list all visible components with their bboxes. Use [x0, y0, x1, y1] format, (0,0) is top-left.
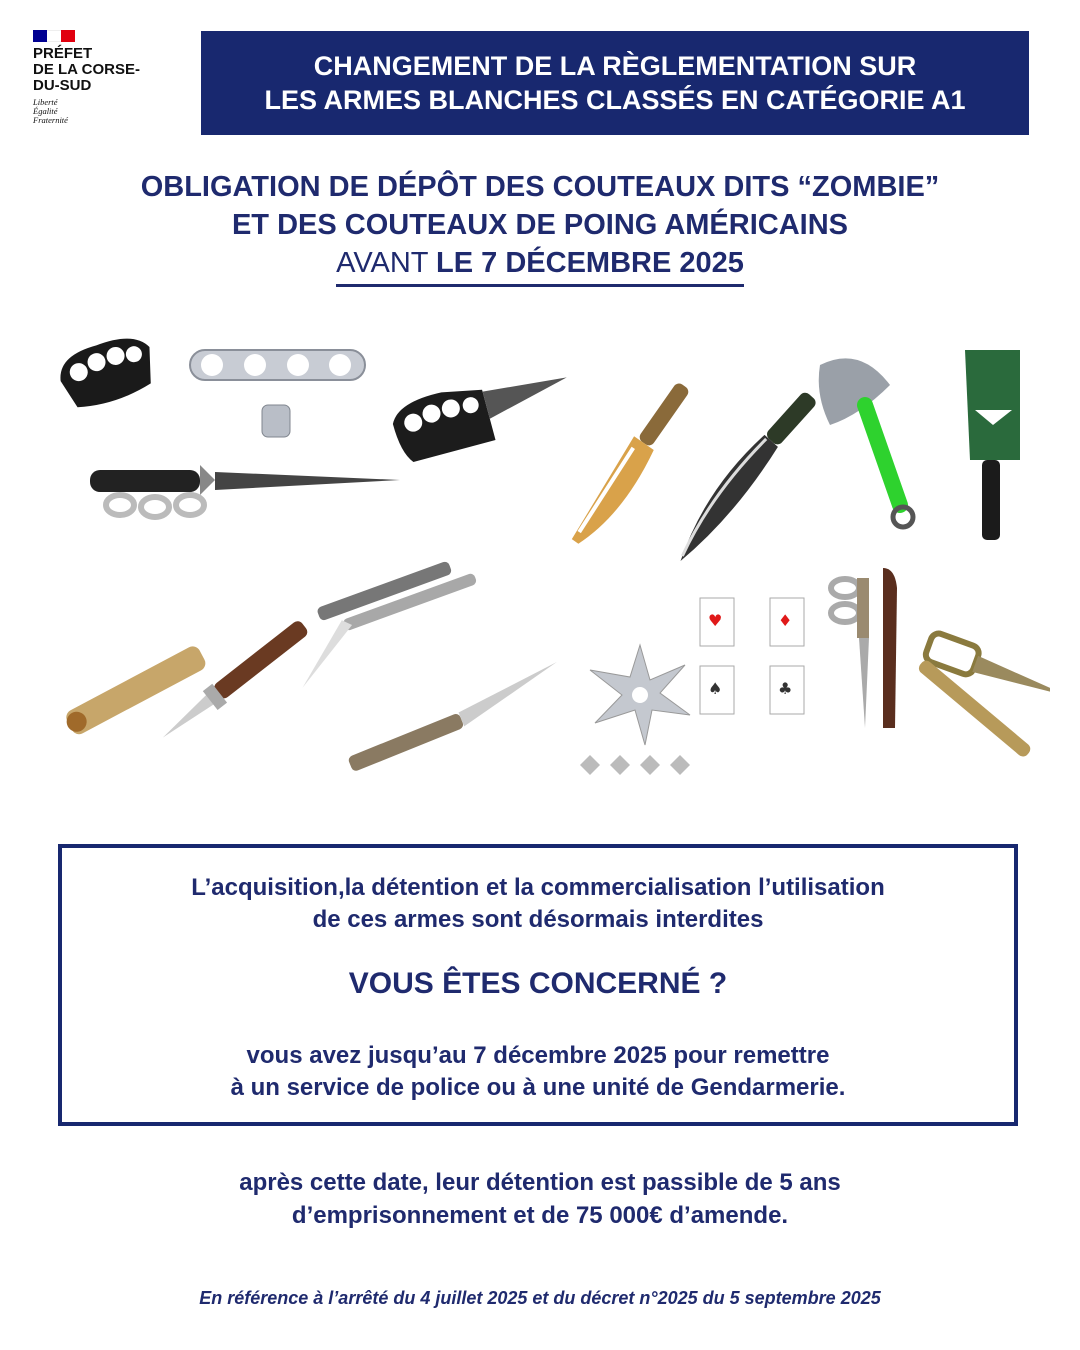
headline-line-1: OBLIGATION DE DÉPÔT DES COUTEAUX DITS “ZOMBIE” [140, 171, 940, 203]
shark-cleaver-icon [965, 350, 1020, 540]
silver-ring-knuckles-icon [190, 350, 365, 437]
header-line-1: CHANGEMENT DE LA RÈGLEMENTATION SUR [313, 51, 917, 81]
prefecture-logo [33, 30, 173, 125]
wooden-folding-knife-icon [62, 644, 208, 738]
switchblade-icon [156, 617, 313, 747]
card-knives-icon [700, 598, 804, 714]
knuckle-dagger-sheath-icon [831, 568, 897, 728]
instructions-line-2: à un service de police ou à une unité de Gendarmerie. [230, 1074, 846, 1101]
trench-dagger-icon [90, 465, 400, 517]
butterfly-knife-2-icon [344, 662, 567, 772]
zombie-machete-icon [565, 379, 697, 551]
question-heading: VOUS ÊTES CONCERNÉ ? [348, 967, 728, 1000]
french-flag-icon [33, 30, 75, 42]
republic-motto: Liberté Égalité Fraternité [33, 97, 68, 125]
brass-trench-knife-icon [900, 630, 1050, 766]
deadline-avant: AVANT [336, 247, 428, 279]
prohibition-line-1: L’acquisition,la détention et la commercialisation l’utilisation [191, 874, 885, 901]
black-brass-knuckles-icon [53, 330, 161, 414]
prefecture-name: PRÉFET DE LA CORSE- DU-SUD [33, 45, 140, 94]
header-line-2: LES ARMES BLANCHES CLASSÉS EN CATÉGORIE A1 [264, 85, 966, 115]
info-box [58, 844, 1018, 1126]
knuckle-knife-icon [388, 360, 577, 465]
prohibition-line-2: de ces armes sont désormais interdites [312, 906, 764, 933]
headline [0, 168, 1080, 287]
shuriken-icon [580, 645, 690, 775]
weapons-illustration [40, 330, 1050, 810]
headline-line-2: ET DES COUTEAUX DE POING AMÉRICAINS [231, 209, 849, 241]
butterfly-knife-icon [279, 554, 491, 688]
instructions-line-1: vous avez jusqu’au 7 décembre 2025 pour remettre [246, 1042, 830, 1069]
header-banner [201, 31, 1029, 135]
penalty-line-1: après cette date, leur détention est passible de 5 ans [239, 1169, 841, 1196]
zombie-axe-icon [819, 358, 913, 527]
deadline-instructions [62, 1040, 1014, 1104]
deadline-date: LE 7 DÉCEMBRE 2025 [436, 247, 744, 279]
svg-text:♣: ♣ [778, 679, 793, 698]
penalty-text [0, 1166, 1080, 1232]
svg-text:♦: ♦ [778, 611, 793, 630]
deadline-underlined [336, 244, 744, 287]
legal-reference: En référence à l’arrêté du 4 juillet 2025 et du décret n°2025 du 5 septembre 2025 [199, 1288, 881, 1308]
black-machete-icon [663, 389, 824, 564]
prohibition-text [62, 872, 1014, 936]
svg-text:♠: ♠ [708, 679, 723, 698]
svg-text:♥: ♥ [708, 611, 723, 630]
penalty-line-2: d’emprisonnement et de 75 000€ d’amende. [291, 1202, 789, 1229]
